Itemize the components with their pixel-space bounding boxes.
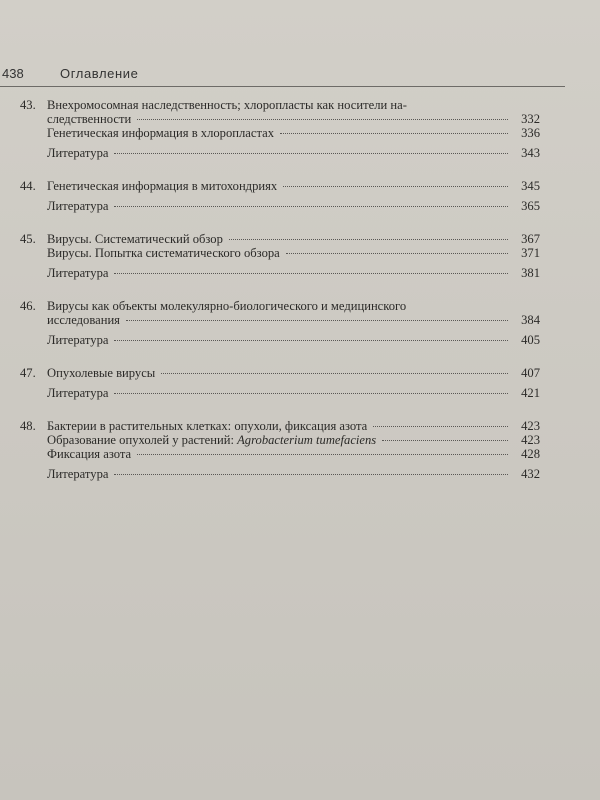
subentry-title: Генетическая информация в хлоропластах xyxy=(47,126,275,140)
page-ref: 384 xyxy=(521,313,540,327)
page-ref: 407 xyxy=(521,366,540,380)
page-ref: 371 xyxy=(521,246,540,260)
chapter-title-line xyxy=(20,179,540,193)
chapter-title: Бактерии в растительных клетках: опухоли, фиксация азота xyxy=(47,419,368,433)
leader-dots xyxy=(382,440,508,441)
subentry-title: Вирусы. Попытка систематического обзора xyxy=(47,246,280,260)
page-ref: 345 xyxy=(521,179,540,193)
leader-dots xyxy=(286,253,508,254)
page-ref: 381 xyxy=(521,266,540,280)
page-ref: 367 xyxy=(521,232,540,246)
page-ref: 423 xyxy=(521,419,540,433)
leader-dots xyxy=(114,273,508,274)
chapter-number: 43. xyxy=(20,98,36,112)
leader-dots xyxy=(137,454,508,455)
chapter-title: Вирусы. Систематический обзор xyxy=(47,232,223,246)
page-ref: 423 xyxy=(521,433,540,447)
toc-literature xyxy=(20,146,540,160)
leader-dots xyxy=(114,206,508,207)
chapter-title-line xyxy=(20,299,540,313)
toc-subentry xyxy=(20,246,540,260)
leader-dots xyxy=(161,373,508,374)
subentry-title: Образование опухолей у растений: xyxy=(47,433,234,447)
chapter-number: 45. xyxy=(20,232,36,246)
page-ref: 343 xyxy=(521,146,540,160)
subentry-title: Фиксация азота xyxy=(47,447,132,461)
leader-dots xyxy=(229,239,508,240)
chapter-title: Вирусы как объекты молекулярно-биологического и медицинского xyxy=(47,299,407,313)
chapter-title-line xyxy=(20,98,540,112)
toc-chapter-45 xyxy=(20,232,540,280)
leader-dots xyxy=(114,393,508,394)
subentry-title-italic: Agrobacterium tumefaciens xyxy=(237,433,377,447)
literature-label: Литература xyxy=(47,266,109,280)
leader-dots xyxy=(283,186,508,187)
toc-subentry xyxy=(20,447,540,461)
chapter-title-line xyxy=(20,366,540,380)
table-of-contents xyxy=(20,98,540,500)
chapter-title-continuation: следственности xyxy=(47,112,132,126)
leader-dots xyxy=(114,153,508,154)
chapter-title: Генетическая информация в митохондриях xyxy=(47,179,278,193)
chapter-title: Опухолевые вирусы xyxy=(47,366,156,380)
toc-chapter-43 xyxy=(20,98,540,160)
chapter-title-continuation: исследования xyxy=(47,313,120,327)
page-ref: 432 xyxy=(521,467,540,481)
header-rule xyxy=(0,86,565,87)
page-ref: 365 xyxy=(521,199,540,213)
toc-literature xyxy=(20,386,540,400)
toc-subentry xyxy=(20,126,540,140)
page-title: Оглавление xyxy=(60,66,139,81)
toc-literature xyxy=(20,333,540,347)
page-ref: 336 xyxy=(521,126,540,140)
chapter-number: 46. xyxy=(20,299,36,313)
chapter-number: 47. xyxy=(20,366,36,380)
toc-literature xyxy=(20,199,540,213)
literature-label: Литература xyxy=(47,467,109,481)
chapter-number: 44. xyxy=(20,179,36,193)
literature-label: Литература xyxy=(47,333,109,347)
chapter-title-line xyxy=(20,313,540,327)
chapter-title: Внехромосомная наследственность; хлоропласты как носители на- xyxy=(47,98,407,112)
toc-chapter-47 xyxy=(20,366,540,400)
leader-dots xyxy=(280,133,508,134)
leader-dots xyxy=(137,119,508,120)
chapter-title-line xyxy=(20,112,540,126)
page-ref: 428 xyxy=(521,447,540,461)
page-ref: 405 xyxy=(521,333,540,347)
leader-dots xyxy=(373,426,508,427)
toc-chapter-48 xyxy=(20,419,540,481)
page-ref: 421 xyxy=(521,386,540,400)
page-number: 438 xyxy=(2,66,24,81)
chapter-title-line xyxy=(20,419,540,433)
literature-label: Литература xyxy=(47,199,109,213)
toc-literature xyxy=(20,266,540,280)
page-ref: 332 xyxy=(521,112,540,126)
toc-chapter-46 xyxy=(20,299,540,347)
literature-label: Литература xyxy=(47,146,109,160)
leader-dots xyxy=(126,320,508,321)
toc-subentry xyxy=(20,433,540,447)
chapter-title-line xyxy=(20,232,540,246)
leader-dots xyxy=(114,340,508,341)
literature-label: Литература xyxy=(47,386,109,400)
toc-literature xyxy=(20,467,540,481)
leader-dots xyxy=(114,474,508,475)
chapter-number: 48. xyxy=(20,419,36,433)
running-head xyxy=(0,66,600,86)
toc-chapter-44 xyxy=(20,179,540,213)
